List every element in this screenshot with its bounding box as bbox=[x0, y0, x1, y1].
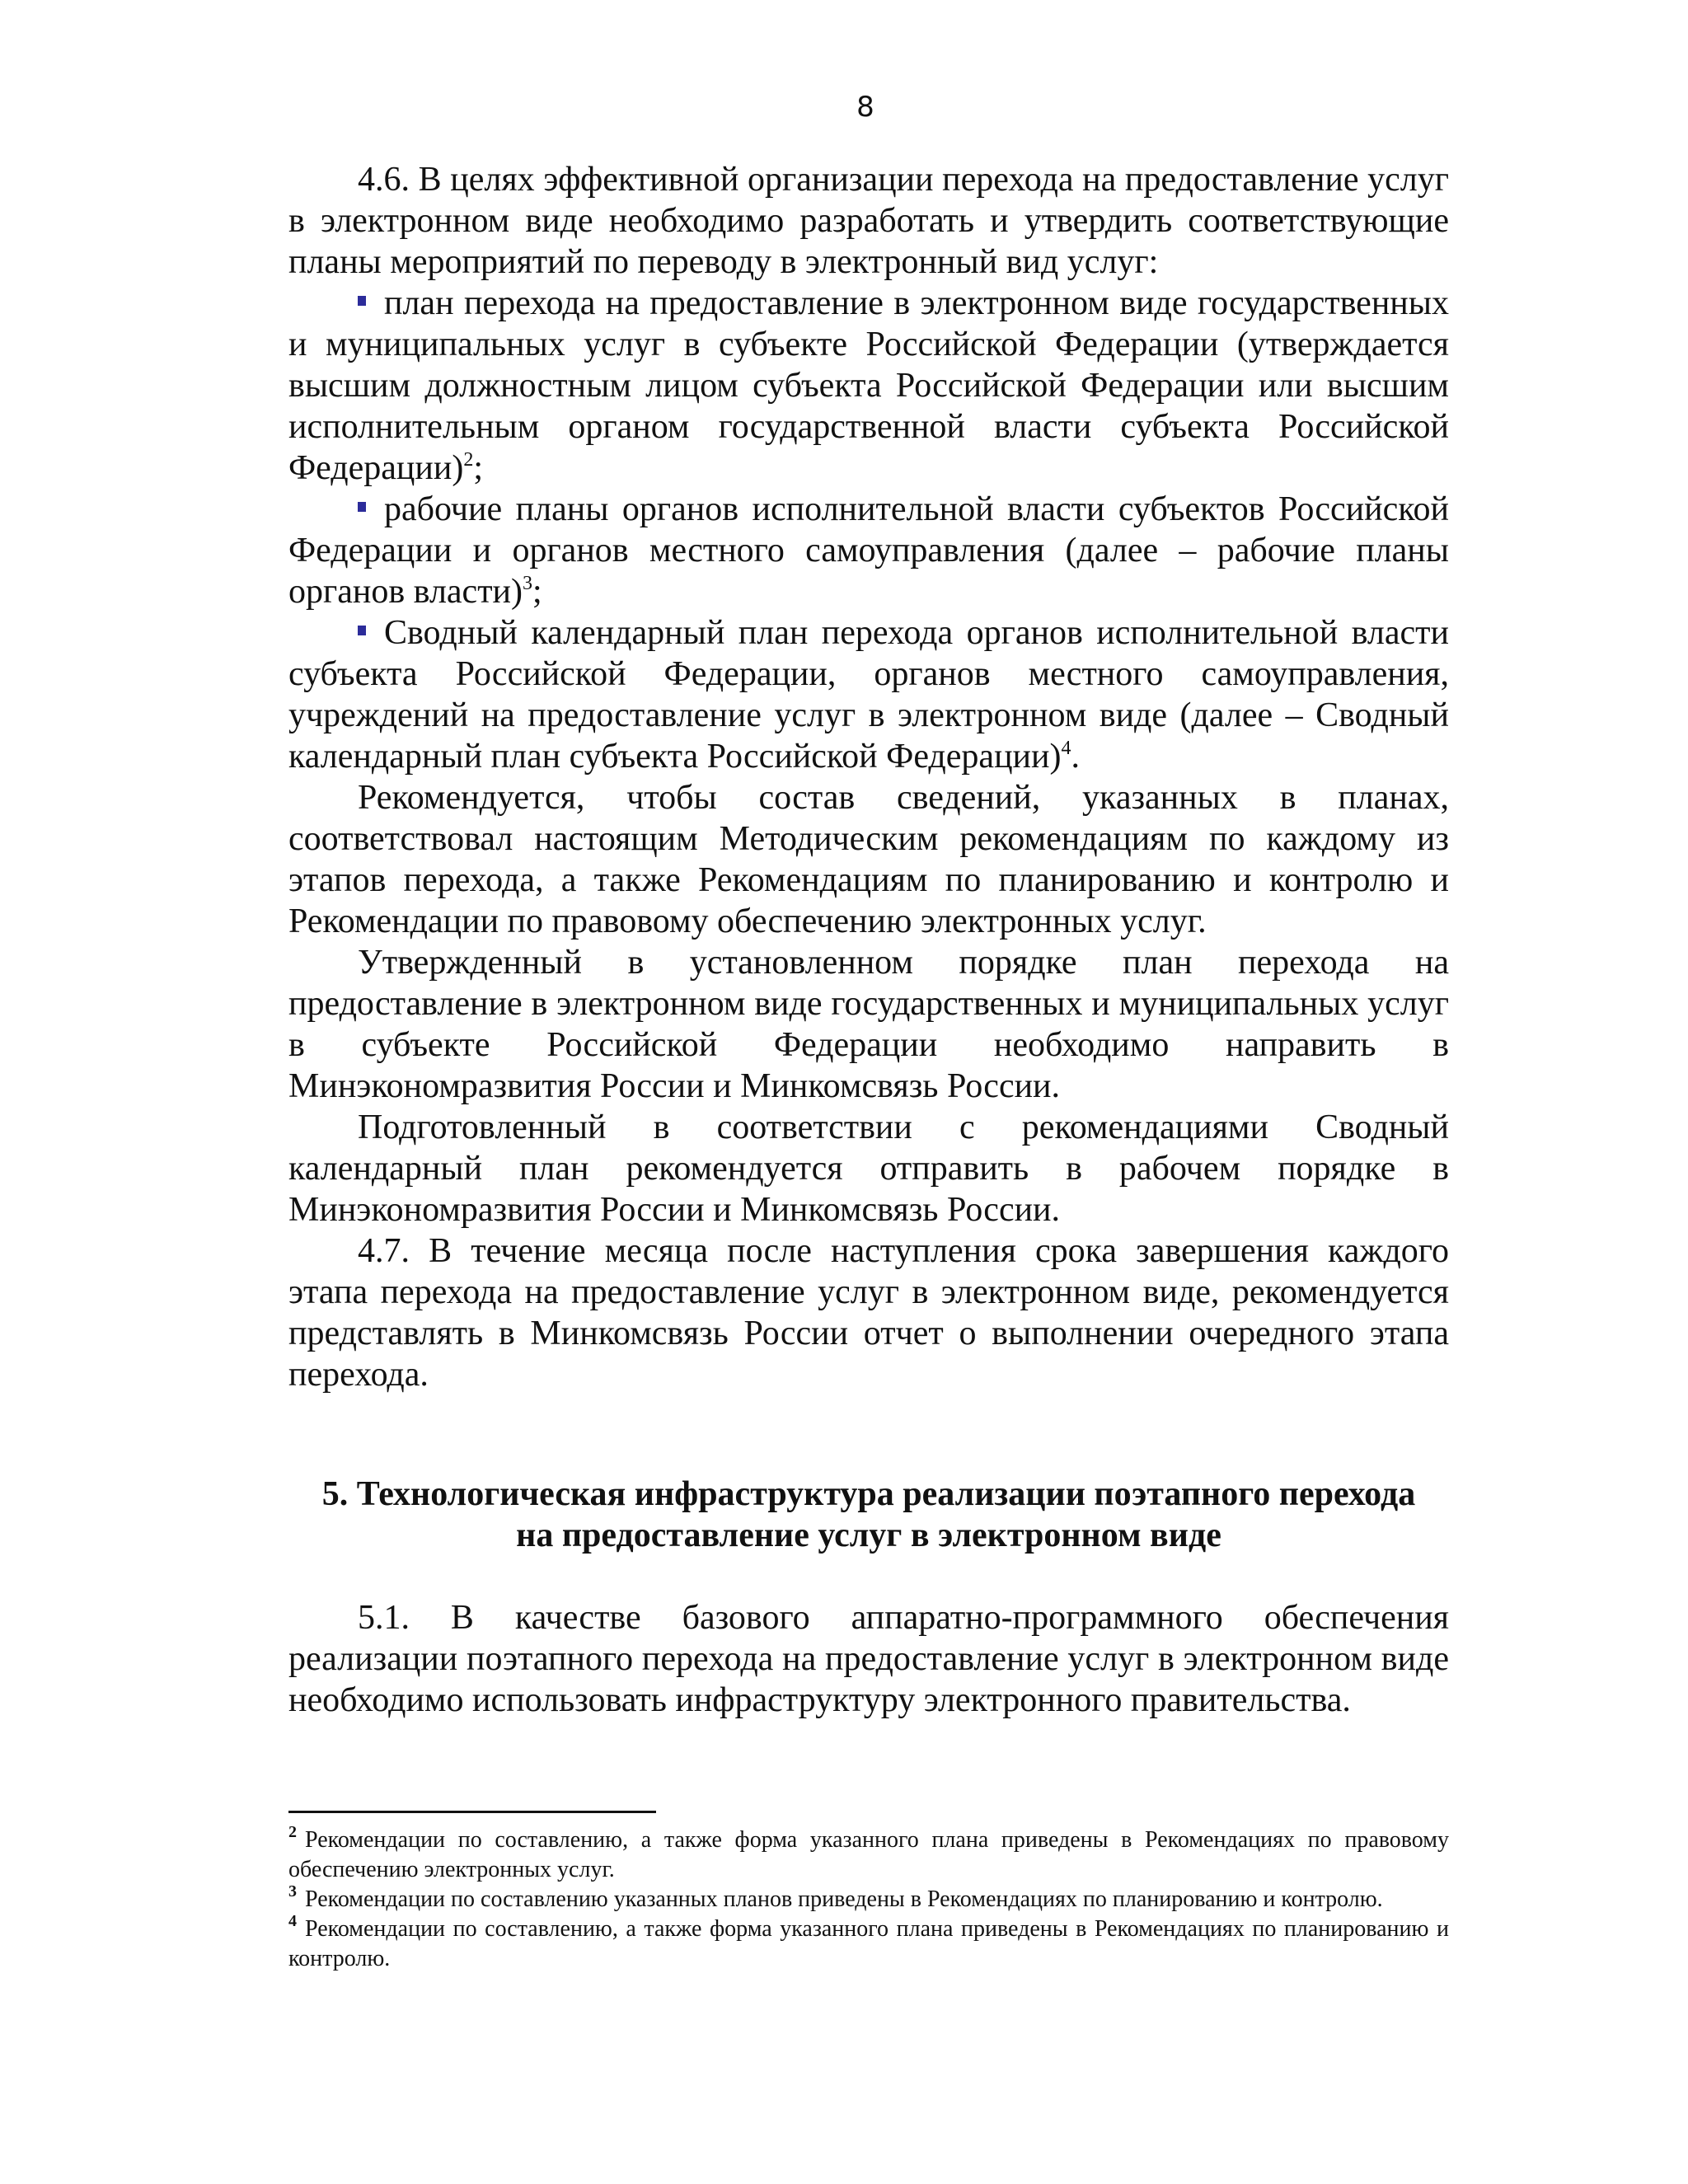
bullet-tail: ; bbox=[473, 449, 484, 487]
footnote-separator bbox=[288, 1811, 656, 1813]
footnote-mark: 4 bbox=[288, 1912, 297, 1930]
bullet-tail: ; bbox=[532, 573, 542, 611]
page-number: 8 bbox=[856, 91, 874, 124]
paragraph-recommendation bbox=[288, 777, 1449, 942]
paragraph-prepared-plan bbox=[288, 1107, 1449, 1230]
bullet-item-summary-plan bbox=[288, 612, 1449, 777]
bullet-text: план перехода на предоставление в электронном виде государственных и муниципальных услуг в субъекте Российской Федерации (утверждается высшим должностным лицом субъекта Российской Федерации или высшим исполнительным органом государственной власти субъекта Российской Федерации) bbox=[288, 284, 1449, 487]
body-text bbox=[288, 159, 1449, 1395]
section-title-line-1: 5. Технологическая инфраструктура реализации поэтапного перехода bbox=[321, 1475, 1416, 1513]
paragraph-approved-plan bbox=[288, 942, 1449, 1107]
footnote-4 bbox=[288, 1912, 1449, 1974]
footnote-2 bbox=[288, 1825, 1449, 1885]
footnote-text: Рекомендации по составлению, а также форма указанного плана приведены в Рекомендациях по планированию и контролю. bbox=[288, 1916, 1449, 1971]
section-heading bbox=[288, 1474, 1449, 1556]
square-bullet-icon bbox=[358, 626, 366, 635]
square-bullet-icon bbox=[358, 296, 366, 306]
footnote-ref-4: 4 bbox=[1061, 738, 1071, 759]
section-body bbox=[288, 1597, 1449, 1721]
bullet-text: рабочие планы органов исполнительной власти субъектов Российской Федерации и органов местного самоуправления (далее – рабочие планы органов власти) bbox=[288, 490, 1449, 611]
bullet-tail: . bbox=[1071, 738, 1080, 776]
bullet-item-plan bbox=[288, 283, 1449, 489]
bullet-item-working-plans bbox=[288, 489, 1449, 612]
footnote-mark: 2 bbox=[288, 1823, 297, 1841]
paragraph-text: Утвержденный в установленном порядке план перехода на предоставление в электронном виде государственных и муниципальных услуг в субъекте Российской Федерации необходимо направить в Минэкономразвития России и Минкомсвязь России. bbox=[288, 944, 1449, 1105]
paragraph-4-6 bbox=[288, 159, 1449, 283]
section-title-line-2: на предоставление услуг в электронном виде bbox=[516, 1516, 1221, 1554]
footnote-text: Рекомендации по составлению, а также форма указанного плана приведены в Рекомендациях по правовому обеспечению электронных услуг. bbox=[288, 1827, 1449, 1882]
paragraph-text: 4.6. В целях эффективной организации перехода на предоставление услуг в электронном виде необходимо разработать и утвердить соответствующие планы мероприятий по переводу в электронный вид услуг: bbox=[288, 161, 1449, 281]
paragraph-text: Подготовленный в соответствии с рекомендациями Сводный календарный план рекомендуется отправить в рабочем порядке в Минэкономразвития России и Минкомсвязь России. bbox=[288, 1108, 1449, 1229]
square-bullet-icon bbox=[358, 502, 366, 512]
paragraph-5-1: 5.1. В качестве базового аппаратно-программного обеспечения реализации поэтапного перехода на предоставление услуг в электронном виде необходимо использовать инфраструктуру электронного правительства. bbox=[288, 1599, 1449, 1719]
paragraph-text: Рекомендуется, чтобы состав сведений, указанных в планах, соответствовал настоящим Методическим рекомендациям по каждому из этапов перехода, а также Рекомендациям по планированию и контролю и Рекомендации по правовому обеспечению электронных услуг. bbox=[288, 779, 1449, 940]
footnotes bbox=[288, 1825, 1449, 1974]
footnote-text: Рекомендации по составлению указанных планов приведены в Рекомендациях по планированию и контролю. bbox=[305, 1886, 1383, 1912]
footnote-ref-3: 3 bbox=[523, 573, 533, 594]
footnote-3 bbox=[288, 1882, 1449, 1915]
paragraph-4-7 bbox=[288, 1230, 1449, 1395]
paragraph-text: 4.7. В течение месяца после наступления срока завершения каждого этапа перехода на предоставление услуг в электронном виде, рекомендуется представлять в Минкомсвязь России отчет о выполнении очередного этапа перехода. bbox=[288, 1232, 1449, 1394]
footnote-ref-2: 2 bbox=[463, 449, 474, 471]
footnote-mark: 3 bbox=[288, 1882, 297, 1900]
bullet-text: Сводный календарный план перехода органов исполнительной власти субъекта Российской Федерации, органов местного самоуправления, учреждений на предоставление услуг в электронном виде (далее – Сводный календарный план субъекта Российской Федерации) bbox=[288, 614, 1449, 776]
